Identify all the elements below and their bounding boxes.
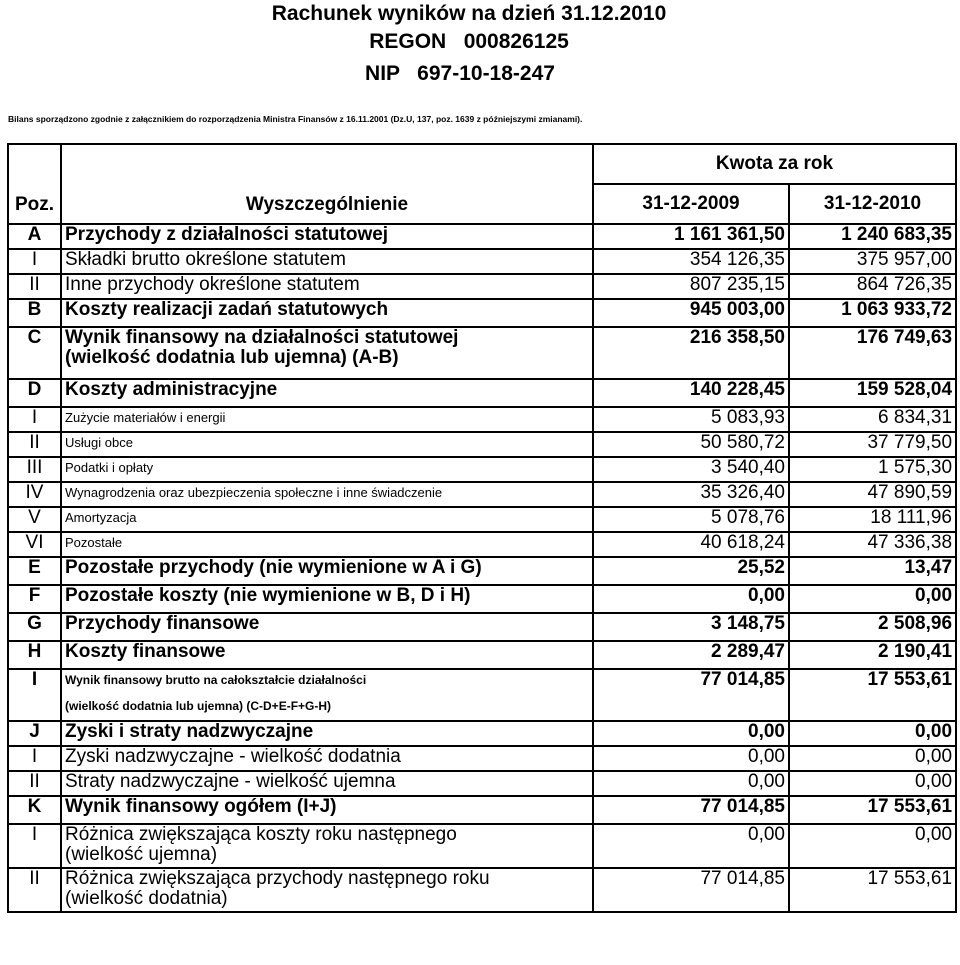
row-value-2010: 47 890,59 [789, 482, 956, 507]
row-value-2009: 945 003,00 [593, 299, 789, 327]
row-position: II [8, 432, 61, 457]
row-value-2009: 3 148,75 [593, 613, 789, 641]
row-position: II [8, 274, 61, 299]
row-description-line1: Pozostałe koszty (nie wymienione w B, D i H) [65, 585, 471, 606]
row-position: III [8, 457, 61, 482]
table-row [8, 746, 956, 771]
row-description-line1: Różnica zwiększająca przychody następnego roku [65, 868, 490, 889]
table-row [8, 327, 956, 379]
row-value-2009: 216 358,50 [593, 327, 789, 379]
table-row [8, 532, 956, 557]
row-value-2009: 140 228,45 [593, 379, 789, 407]
table-row [8, 274, 956, 299]
row-description-line1: Straty nadzwyczajne - wielkość ujemna [65, 771, 396, 792]
row-description-line1: Pozostałe przychody (nie wymienione w A i G) [65, 557, 482, 578]
row-value-2009: 25,52 [593, 557, 789, 585]
row-description-line1: Wynik finansowy na działalności statutowej [65, 327, 459, 348]
row-value-2009: 0,00 [593, 771, 789, 796]
row-position: H [8, 641, 61, 669]
row-description-line1: Zużycie materiałów i energii [65, 410, 226, 425]
row-value-2010: 176 749,63 [789, 327, 956, 379]
row-value-2010: 47 336,38 [789, 532, 956, 557]
row-position: K [8, 796, 61, 824]
table-body [8, 224, 956, 912]
row-description-line1: Różnica zwiększająca koszty roku następnego [65, 824, 457, 845]
row-value-2010: 864 726,35 [789, 274, 956, 299]
table-row [8, 432, 956, 457]
row-value-2010: 0,00 [789, 746, 956, 771]
header-poz: Poz. [8, 144, 61, 224]
row-position: VI [8, 532, 61, 557]
row-description-line1: Wynik finansowy brutto na całokształcie działalności [65, 673, 367, 687]
row-value-2009: 1 161 361,50 [593, 224, 789, 249]
table-row [8, 507, 956, 532]
table-row [8, 249, 956, 274]
row-value-2009: 35 326,40 [593, 482, 789, 507]
row-description-line1: Usługi obce [65, 435, 133, 450]
nip-line: NIP 697-10-18-247 [365, 62, 555, 85]
row-value-2010: 0,00 [789, 771, 956, 796]
row-value-2009: 77 014,85 [593, 868, 789, 912]
row-description [61, 641, 593, 669]
row-value-2010: 18 111,96 [789, 507, 956, 532]
row-value-2009: 5 078,76 [593, 507, 789, 532]
row-value-2009: 0,00 [593, 746, 789, 771]
row-position: II [8, 868, 61, 912]
row-position: E [8, 557, 61, 585]
header-amount-group: Kwota za rok [593, 144, 956, 184]
row-position: C [8, 327, 61, 379]
row-description [61, 249, 593, 274]
row-value-2010: 17 553,61 [789, 796, 956, 824]
row-value-2010: 159 528,04 [789, 379, 956, 407]
table-row [8, 457, 956, 482]
row-position: II [8, 771, 61, 796]
row-position: B [8, 299, 61, 327]
row-value-2009: 3 540,40 [593, 457, 789, 482]
table-row [8, 379, 956, 407]
row-description [61, 868, 593, 912]
legal-note: Bilans sporządzono zgodnie z załącznikiem do rozporządzenia Ministra Finansów z 16.11.2001 (Dz.U, 137, poz. 1639 z późniejszymi zmianami). [8, 114, 583, 124]
row-description [61, 721, 593, 746]
report-title: Rachunek wyników na dzień 31.12.2010 [271, 2, 667, 25]
row-position: I [8, 824, 61, 868]
row-description [61, 224, 593, 249]
row-description [61, 274, 593, 299]
row-value-2010: 17 553,61 [789, 669, 956, 721]
row-value-2010: 1 575,30 [789, 457, 956, 482]
row-description-line1: Koszty finansowe [65, 641, 226, 662]
row-description [61, 669, 593, 721]
table-row [8, 613, 956, 641]
table-row [8, 299, 956, 327]
row-value-2010: 37 779,50 [789, 432, 956, 457]
row-description-line1: Przychody z działalności statutowej [65, 224, 389, 245]
row-description-line1: Koszty administracyjne [65, 379, 278, 400]
row-value-2010: 1 063 933,72 [789, 299, 956, 327]
row-value-2010: 2 190,41 [789, 641, 956, 669]
table-row [8, 641, 956, 669]
row-value-2010: 2 508,96 [789, 613, 956, 641]
row-value-2009: 0,00 [593, 824, 789, 868]
row-value-2009: 50 580,72 [593, 432, 789, 457]
row-position: F [8, 585, 61, 613]
table-row [8, 868, 956, 912]
row-value-2009: 807 235,15 [593, 274, 789, 299]
row-position: G [8, 613, 61, 641]
row-position: I [8, 669, 61, 721]
row-description-line1: Składki brutto określone statutem [65, 249, 346, 270]
table-row [8, 585, 956, 613]
row-description-line1: Pozostałe [65, 535, 123, 550]
row-value-2009: 40 618,24 [593, 532, 789, 557]
row-value-2009: 0,00 [593, 721, 789, 746]
row-value-2009: 354 126,35 [593, 249, 789, 274]
row-description-line1: Zyski nadzwyczajne - wielkość dodatnia [65, 746, 401, 767]
row-description [61, 557, 593, 585]
row-description-line1: Wynik finansowy ogółem (I+J) [65, 796, 337, 817]
row-position: I [8, 249, 61, 274]
row-value-2009: 0,00 [593, 585, 789, 613]
row-description [61, 796, 593, 824]
row-value-2010: 1 240 683,35 [789, 224, 956, 249]
table-row [8, 824, 956, 868]
row-description [61, 299, 593, 327]
row-description-line1: Amortyzacja [65, 510, 137, 525]
row-value-2009: 77 014,85 [593, 669, 789, 721]
row-description-line2: (wielkość dodatnia lub ujemna) (C-D+E-F+G-H) [65, 699, 332, 713]
row-description [61, 771, 593, 796]
regon-line: REGON 000826125 [369, 30, 569, 53]
row-description [61, 432, 593, 457]
row-position: I [8, 407, 61, 432]
row-value-2010: 0,00 [789, 721, 956, 746]
row-description [61, 457, 593, 482]
row-position: V [8, 507, 61, 532]
table-row [8, 407, 956, 432]
row-description [61, 824, 593, 868]
row-position: J [8, 721, 61, 746]
row-description-line1: Zyski i straty nadzwyczajne [65, 721, 314, 742]
row-description [61, 327, 593, 379]
row-description [61, 532, 593, 557]
table-row [8, 224, 956, 249]
row-value-2009: 2 289,47 [593, 641, 789, 669]
row-position: A [8, 224, 61, 249]
header-description: Wyszczególnienie [61, 144, 593, 224]
table-row [8, 796, 956, 824]
header-year-2009: 31-12-2009 [593, 184, 789, 224]
header-year-2010: 31-12-2010 [789, 184, 956, 224]
table-row [8, 721, 956, 746]
row-description-line1: Podatki i opłaty [65, 460, 154, 475]
table-row [8, 669, 956, 721]
row-description-line1: Przychody finansowe [65, 613, 260, 634]
row-description [61, 407, 593, 432]
row-description [61, 379, 593, 407]
table-row [8, 771, 956, 796]
row-value-2010: 6 834,31 [789, 407, 956, 432]
income-statement-table [7, 143, 957, 913]
row-description [61, 613, 593, 641]
row-position: IV [8, 482, 61, 507]
row-position: I [8, 746, 61, 771]
row-value-2010: 17 553,61 [789, 868, 956, 912]
row-description-line2: (wielkość ujemna) [65, 844, 218, 865]
table-row [8, 557, 956, 585]
row-description-line1: Wynagrodzenia oraz ubezpieczenia społeczne i inne świadczenie [65, 485, 443, 500]
table-row [8, 482, 956, 507]
row-description [61, 507, 593, 532]
row-description-line2: (wielkość dodatnia lub ujemna) (A-B) [65, 347, 399, 368]
row-value-2009: 77 014,85 [593, 796, 789, 824]
row-value-2010: 13,47 [789, 557, 956, 585]
row-value-2010: 0,00 [789, 824, 956, 868]
row-description [61, 482, 593, 507]
row-position: D [8, 379, 61, 407]
row-description [61, 585, 593, 613]
row-value-2010: 0,00 [789, 585, 956, 613]
row-description-line1: Inne przychody określone statutem [65, 274, 360, 295]
row-description-line2: (wielkość dodatnia) [65, 888, 228, 909]
row-description-line1: Koszty realizacji zadań statutowych [65, 299, 389, 320]
row-value-2009: 5 083,93 [593, 407, 789, 432]
row-value-2010: 375 957,00 [789, 249, 956, 274]
row-description [61, 746, 593, 771]
